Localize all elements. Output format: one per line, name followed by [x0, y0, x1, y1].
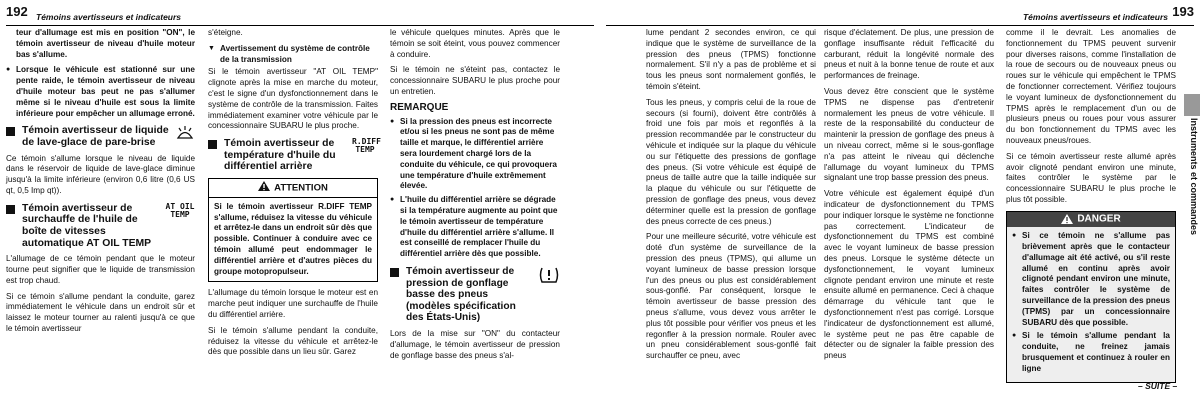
attention-text: Si le témoin avertisseur R.DIFF TEMP s'allume, réduisez la vitesse du véhicule et arrêtez-le dans un endroit sûr dès que possible. Continuer à conduire avec ce témoin allumé peut endommager le différentiel arrière et d'autres pièces du groupe motopropulseur. — [214, 201, 372, 276]
warning-icon — [1061, 213, 1077, 224]
continued-text: s'éteigne. — [208, 28, 243, 37]
section-text: Si le témoin s'allume pendant la conduite, réduisez la vitesse du véhicule et arrêtez-le dès que possible dans un lieu sûr. Garez — [208, 325, 378, 357]
section-title-at-oil-temp — [6, 203, 195, 249]
list-item: ● Lorsque le véhicule est stationné sur une pente raide, le témoin avertisseur de niveau d'huile moteur bas peut ne pas s'allumer même si le niveau d'huile est sous la limite inférieure pour empêcher un allumage erroné. — [6, 65, 195, 119]
running-title-left: Témoins avertisseurs et indicateurs — [36, 12, 182, 22]
right-page — [606, 0, 1194, 402]
section-title-rdiff — [208, 137, 381, 173]
section-title-text: Témoin avertisseur de surchauffe de l'huile de boîte de vitesses automatique AT OIL TEMP — [22, 202, 152, 249]
left-column-2 — [208, 28, 381, 363]
left-column-3 — [390, 28, 560, 366]
section-text: Ce témoin s'allume lorsque le niveau de liquide dans le réservoir de liquide de lave-glace diminue jusqu'à la limite inférieure (environ 0,6 litre (0,6 US qt, 0,5 Imp qt)). — [6, 153, 195, 195]
rdiff-temp-icon: R.DIFF TEMP — [352, 137, 381, 155]
section-text: lume pendant 2 secondes environ, ce qui indique que le système de surveillance de la pression des pneus (TPMS) fonctionne normalement. S'il n'y a pas de problème et si tous les pneus sont normalement gonflés, le témoin s'éteint. — [646, 28, 816, 91]
chapter-tab-label: Instruments et commandes — [1189, 118, 1199, 236]
list-item: ● L'huile du différentiel arrière se dégrade si la température augmente au point que le témoin avertisseur de température d'huile du différentiel arrière s'allume. Il est conseillé de remplacer l'huile du différentiel arrière dès que possible. — [390, 195, 560, 260]
section-text: Si ce témoin avertisseur reste allumé après avoir clignoté pendant environ une minute, faites contrôler le système par le concessionnaire SUBARU le plus proche le plus tôt possible. — [1006, 151, 1176, 204]
right-column-1 — [646, 28, 816, 367]
danger-label: DANGER — [1077, 213, 1121, 225]
section-text: L'allumage de ce témoin pendant que le moteur tourne peut signifier que le liquide de transmission est trop chaud. — [6, 254, 195, 285]
continued-text: teur d'allumage est mis en position "ON", le témoin avertisseur de niveau d'huile moteur bas s'allume. — [16, 28, 195, 59]
page-number-right: 193 — [1172, 4, 1194, 19]
section-title-washer — [6, 125, 195, 148]
section-text: le véhicule quelques minutes. Après que le témoin se soit éteint, vous pouvez commencer à conduire. — [390, 28, 560, 59]
attention-box — [208, 178, 378, 282]
left-column-1 — [6, 28, 195, 340]
section-title-text: Témoin avertisseur de température d'huile du différentiel arrière — [224, 138, 336, 173]
section-text: Si ce témoin s'allume pendant la conduite, garez immédiatement le véhicule dans un endroit sûr et laissez le moteur tourner au ralenti jusqu'à ce que le témoin avertisseur — [6, 291, 195, 333]
section-text: risque d'éclatement. De plus, une pression de gonflage insuffisante réduit l'efficacité du carburant, réduit la longévité normale des pneus et nuit à la bonne tenue de route et aux performances de freinage. — [824, 28, 994, 81]
attention-label: ATTENTION — [274, 182, 328, 194]
left-header — [6, 4, 594, 26]
section-text: Tous les pneus, y compris celui de la roue de secours (si fourni), doivent être contrôlés à froid une fois par mois et regonflés à la pression recommandée par le constructeur du véhicule et indiquée sur la plaque du véhicule ou sur l'étiquette des pressions de gonflage des pneus. (Si votre véhicule est équipé de pneus de taille autre que la taille indiquée sur la plaque du véhicule ou sur l'étiquette de pression de gonflage des pneus, vous devez déterminer quelle est la pression de gonflage des pneus correcte de ces pneus.) — [646, 97, 816, 226]
chapter-tab — [1184, 94, 1200, 116]
washer-fluid-icon — [175, 125, 195, 145]
section-title-tpms — [390, 266, 560, 324]
danger-header — [1007, 212, 1175, 227]
right-column-3 — [1006, 28, 1176, 383]
section-text: Votre véhicule est également équipé d'un indicateur de dysfonctionnement du TPMS pour indiquer lorsque le système ne fonctionne pas correctement. L'indicateur de dysfonctionnement du TPMS est combiné avec le voyant lumineux de basse pression des pneus. Lorsque le système détecte un dysfonctionnement, le voyant lumineux clignote pendant environ une minute et reste ensuite allumé en permanence. Ceci à chaque démarrage du véhicule tant que le dysfonctionnement n'est pas corrigé. Lorsque l'indicateur de dysfonctionnement est allumé, le système peut ne pas être capable de détecter ou de signaler la faible pression des pneus — [824, 189, 994, 361]
left-page — [6, 0, 594, 402]
section-title-text: Témoin avertisseur de liquide de lave-glace de pare-brise — [22, 125, 169, 148]
danger-box — [1006, 211, 1176, 383]
remarque-heading: REMARQUE — [390, 101, 449, 113]
tire-pressure-icon — [538, 266, 560, 288]
danger-text — [1007, 227, 1175, 381]
section-text: Lors de la mise sur "ON" du contacteur d'allumage, le témoin avertisseur de pression de gonflage basse des pneus s'al- — [390, 328, 560, 360]
right-column-2 — [824, 28, 994, 367]
page-number-left: 192 — [6, 4, 28, 19]
running-title-right: Témoins avertisseurs et indicateurs — [1022, 12, 1168, 22]
list-item: ● Si le témoin s'allume pendant la conduite, ne freinez jamais brusquement et continuez à rouler en ligne — [1012, 331, 1170, 374]
section-text: L'allumage du témoin lorsque le moteur est en marche peut indiquer une surchauffe de l'huile du différentiel arrière. — [208, 288, 378, 319]
list-item: ● Si ce témoin ne s'allume pas brièvement après que le contacteur d'allumage ait été activé, ou s'il reste allumé en continu après avoir clignoté pendant environ une minute, faites contrôler le système de surveillance de la pression des pneus (TPMS) par un concessionnaire SUBARU dès que possible. — [1012, 231, 1170, 328]
right-header — [606, 4, 1194, 26]
section-text: Si le témoin ne s'éteint pas, contactez le concessionnaire SUBARU le plus proche pour un entretien. — [390, 65, 560, 96]
warning-icon — [258, 181, 270, 195]
section-text: Vous devez être conscient que le système TPMS ne dispense pas d'entretenir normalement les pneus de votre véhicule. Il reste de la responsabilité du conducteur de maintenir la pression de gonflage des pneus à un niveau correct, même si le sous-gonflage n'a pas atteint le niveau qui déclenche l'allumage du voyant lumineux du TPMS signalant une trop basse pression des pneus. — [824, 86, 994, 183]
at-oil-temp-icon: AT OIL TEMP — [165, 201, 195, 219]
continued-marker: – SUITE – — [1138, 381, 1178, 391]
list-item: ● Si la pression des pneus est incorrecte et/ou si les pneus ne sont pas de même taille et marque, le différentiel arrière sera lourdement chargé lors de la conduite du véhicule, ce qui provoquera une température d'huile extrêmement élevée. — [390, 117, 560, 193]
section-text: comme il le devrait. Les anomalies de fonctionnement du TPMS peuvent survenir pour diverses raisons, comme l'installation de la roue de secours ou de nouveaux pneus ou roues sur le véhicule qui empêchent le TPMS de fonctionner correctement. Vérifiez toujours le voyant lumineux de dysfonctionnement du TPMS après le remplacement d'un ou de plusieurs pneus ou roues pour vous assurer du bon fonctionnement du TPMS avec les nouveaux pneus/roues. — [1006, 28, 1176, 145]
section-text: Pour une meilleure sécurité, votre véhicule est doté d'un système de surveillance de la pression des pneus (TPMS), qui allume un voyant lumineux de basse pression lorsque l'un des pneus ou plus est considérablement sous-gonflé. Par conséquent, lorsque le témoin avertisseur de basse pression des pneus s'allume, vous devez vous arrêter le plus tôt possible pour vérifier vos pneus et les regonfler à la pression normale. Rouler avec un pneu considérablement sous-gonflé fait surchauffer ce pneu, avec — [646, 232, 816, 361]
subsection-title: ▼ Avertissement du système de contrôle de la transmission — [208, 44, 378, 66]
attention-header — [209, 179, 377, 198]
section-title-text: Témoin avertisseur de pression de gonflage basse des pneus (modèles spécification des États-Unis) — [406, 265, 516, 324]
section-text: Si le témoin avertisseur "AT OIL TEMP" clignote après la mise en marche du moteur, c'est le signe d'un dysfonctionnement dans le système de contrôle de la transmission. Faites immédiatement examiner votre véhicule par le concessionnaire SUBARU le plus proche. — [208, 67, 378, 131]
